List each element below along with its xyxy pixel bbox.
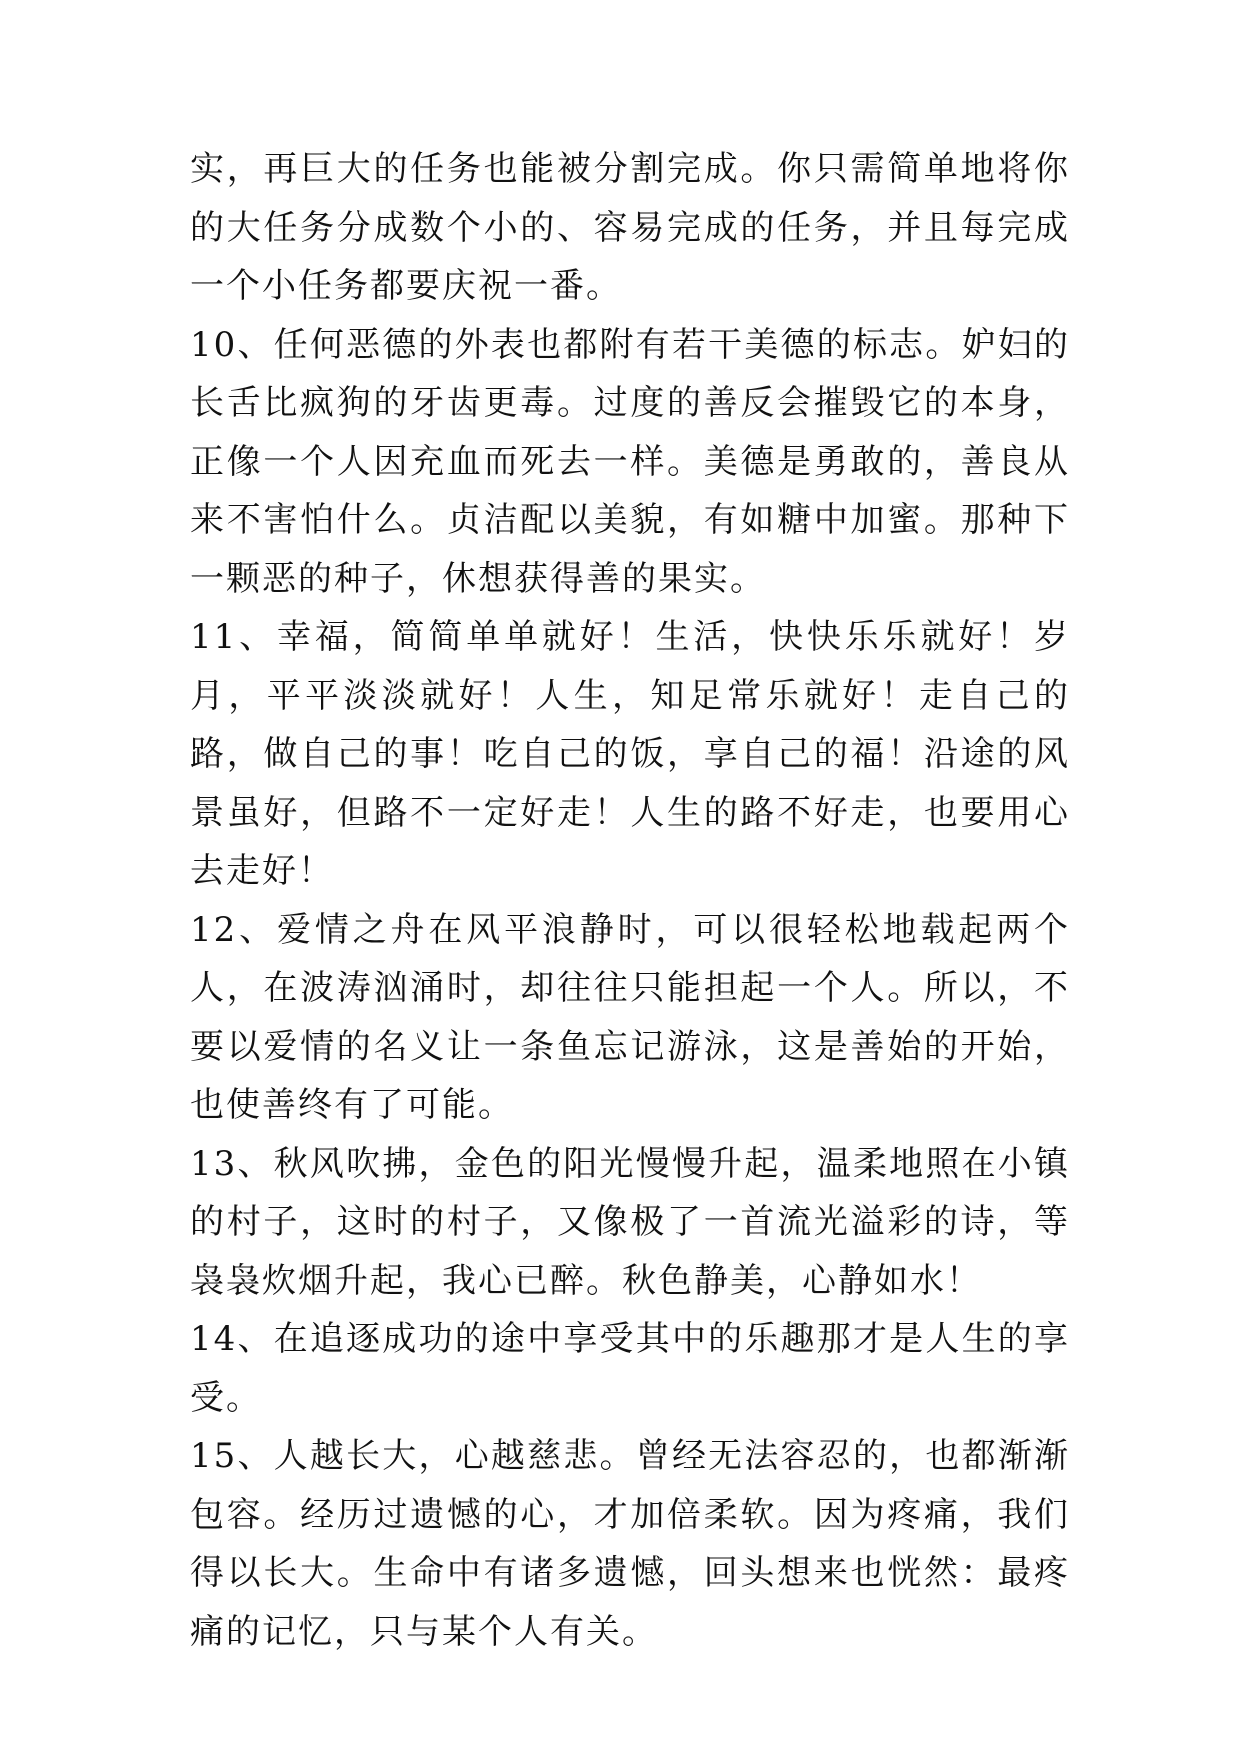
paragraph-14: 14、在追逐成功的途中享受其中的乐趣那才是人生的享受。	[190, 1319, 1070, 1418]
paragraph-continuation: 实，再巨大的任务也能被分割完成。你只需简单地将你的大任务分成数个小的、容易完成的任务，并且每完成一个小任务都要庆祝一番。	[190, 149, 1070, 306]
paragraph-11: 11、幸福，简简单单就好！生活，快快乐乐就好！岁月，平平淡淡就好！人生，知足常乐就好！走自己的路，做自己的事！吃自己的饭，享自己的福！沿途的风景虽好，但路不一定好走！人生的路不好走，也要用心去走好！	[190, 617, 1070, 891]
paragraph-10: 10、任何恶德的外表也都附有若干美德的标志。妒妇的长舌比疯狗的牙齿更毒。过度的善反会摧毁它的本身，正像一个人因充血而死去一样。美德是勇敢的，善良从来不害怕什么。贞洁配以美貌，有如糖中加蜜。那种下一颗恶的种子，休想获得善的果实。	[190, 324, 1070, 599]
paragraph-13: 13、秋风吹拂，金色的阳光慢慢升起，温柔地照在小镇的村子，这时的村子，又像极了一首流光溢彩的诗，等袅袅炊烟升起，我心已醉。秋色静美，心静如水！	[190, 1143, 1070, 1301]
paragraph-15: 15、人越长大，心越慈悲。曾经无法容忍的，也都渐渐包容。经历过遗憾的心，才加倍柔软。因为疼痛，我们得以长大。生命中有诸多遗憾，回头想来也恍然：最疼痛的记忆，只与某个人有关。	[190, 1436, 1070, 1652]
paragraph-12: 12、爱情之舟在风平浪静时，可以很轻松地载起两个人，在波涛汹涌时，却往往只能担起一个人。所以，不要以爱情的名义让一条鱼忘记游泳，这是善始的开始，也使善终有了可能。	[190, 909, 1070, 1125]
document-page	[190, 140, 1070, 1661]
